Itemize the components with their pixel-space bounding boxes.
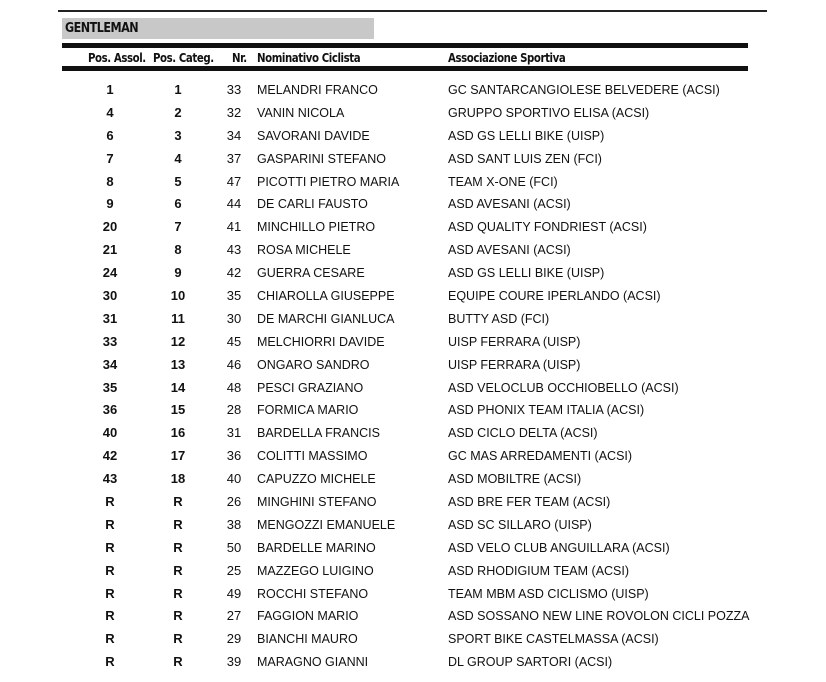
association-cell: ASD SANT LUIS ZEN (FCI) xyxy=(448,151,602,166)
nr-cell: 33 xyxy=(226,82,242,97)
nr-cell: 40 xyxy=(226,471,242,487)
pos-categ-cell: 3 xyxy=(174,127,182,143)
table-row xyxy=(0,399,826,422)
nr-cell: 31 xyxy=(226,425,242,441)
name-cell: MENGOZZI EMANUELE xyxy=(257,517,396,532)
nr-cell: 29 xyxy=(226,631,242,647)
table-row xyxy=(0,468,826,491)
name-cell: ROSA MICHELE xyxy=(257,243,351,258)
pos-categ-cell: 5 xyxy=(174,173,182,189)
pos-assol-cell: 31 xyxy=(102,310,118,326)
nr-cell: 41 xyxy=(226,219,242,235)
table-row xyxy=(0,628,826,651)
association-cell: GRUPPO SPORTIVO ELISA (ACSI) xyxy=(448,105,650,120)
nr-cell: 46 xyxy=(226,356,242,372)
pos-assol-cell: 30 xyxy=(102,288,118,304)
pos-categ-cell: R xyxy=(173,494,183,510)
name-cell: BARDELLE MARINO xyxy=(257,540,376,555)
table-row xyxy=(0,605,826,628)
name-cell: CHIAROLLA GIUSEPPE xyxy=(257,289,395,304)
nr-cell: 50 xyxy=(226,539,242,555)
table-row xyxy=(0,239,826,262)
nr-cell: 42 xyxy=(226,265,242,281)
header-nr: Nr. xyxy=(232,51,247,65)
table-row xyxy=(0,354,826,377)
pos-assol-cell: R xyxy=(105,631,115,647)
pos-categ-cell: R xyxy=(173,562,183,578)
table-row xyxy=(0,148,826,171)
association-cell: ASD GS LELLI BIKE (UISP) xyxy=(448,128,605,143)
association-cell: BUTTY ASD (FCI) xyxy=(448,311,550,326)
association-cell: ASD SOSSANO NEW LINE ROVOLON CICLI POZZA xyxy=(448,609,750,624)
association-cell: ASD RHODIGIUM TEAM (ACSI) xyxy=(448,563,630,578)
pos-assol-cell: 42 xyxy=(102,448,118,464)
pos-categ-cell: 14 xyxy=(170,379,186,395)
pos-assol-cell: R xyxy=(105,562,115,578)
table-row xyxy=(0,308,826,331)
header-bottom-rule xyxy=(62,66,748,71)
nr-cell: 43 xyxy=(226,242,242,258)
name-cell: GASPARINI STEFANO xyxy=(257,151,386,166)
name-cell: GUERRA CESARE xyxy=(257,266,365,281)
pos-assol-cell: R xyxy=(105,516,115,532)
pos-assol-cell: 33 xyxy=(102,333,118,349)
pos-categ-cell: 12 xyxy=(170,333,186,349)
pos-assol-cell: 35 xyxy=(102,379,118,395)
pos-assol-cell: 4 xyxy=(106,104,114,120)
association-cell: ASD VELO CLUB ANGUILLARA (ACSI) xyxy=(448,540,670,555)
table-row xyxy=(0,537,826,560)
pos-categ-cell: 13 xyxy=(170,356,186,372)
association-cell: ASD QUALITY FONDRIEST (ACSI) xyxy=(448,220,647,235)
pos-assol-cell: 43 xyxy=(102,471,118,487)
table-row xyxy=(0,491,826,514)
association-cell: ASD MOBILTRE (ACSI) xyxy=(448,472,582,487)
pos-categ-cell: R xyxy=(173,631,183,647)
nr-cell: 38 xyxy=(226,516,242,532)
table-row xyxy=(0,171,826,194)
pos-assol-cell: R xyxy=(105,585,115,601)
pos-categ-cell: 9 xyxy=(174,265,182,281)
header-associazione: Associazione Sportiva xyxy=(448,51,566,65)
table-row xyxy=(0,125,826,148)
name-cell: MELANDRI FRANCO xyxy=(257,83,378,97)
association-cell: GC SANTARCANGIOLESE BELVEDERE (ACSI) xyxy=(448,83,720,97)
name-cell: DE MARCHI GIANLUCA xyxy=(257,311,395,326)
name-cell: MINCHILLO PIETRO xyxy=(257,220,376,235)
nr-cell: 45 xyxy=(226,333,242,349)
nr-cell: 28 xyxy=(226,402,242,418)
association-cell: ASD CICLO DELTA (ACSI) xyxy=(448,426,598,441)
table-row xyxy=(0,102,826,125)
table-row xyxy=(0,262,826,285)
pos-categ-cell: 17 xyxy=(170,448,186,464)
header-pos-categ: Pos. Categ. xyxy=(153,51,214,65)
pos-categ-cell: 11 xyxy=(171,310,185,326)
category-banner xyxy=(62,18,374,39)
name-cell: COLITTI MASSIMO xyxy=(257,449,368,464)
pos-categ-cell: 16 xyxy=(170,425,186,441)
nr-cell: 30 xyxy=(226,310,242,326)
name-cell: BIANCHI MAURO xyxy=(257,632,358,647)
association-cell: SPORT BIKE CASTELMASSA (ACSI) xyxy=(448,632,659,647)
name-cell: MARAGNO GIANNI xyxy=(257,655,369,670)
nr-cell: 39 xyxy=(226,654,242,670)
association-cell: UISP FERRARA (UISP) xyxy=(448,357,581,372)
name-cell: PICOTTI PIETRO MARIA xyxy=(257,174,400,189)
name-cell: VANIN NICOLA xyxy=(257,105,345,120)
nr-cell: 36 xyxy=(226,448,242,464)
category-title: GENTLEMAN xyxy=(65,21,139,36)
table-row xyxy=(0,331,826,354)
association-cell: ASD SC SILLARO (UISP) xyxy=(448,517,592,532)
nr-cell: 35 xyxy=(226,288,242,304)
pos-categ-cell: 1 xyxy=(174,82,182,97)
pos-assol-cell: R xyxy=(105,539,115,555)
association-cell: ASD PHONIX TEAM ITALIA (ACSI) xyxy=(448,403,645,418)
header-pos-assol: Pos. Assol. xyxy=(88,51,146,65)
name-cell: MAZZEGO LUIGINO xyxy=(257,563,374,578)
name-cell: ONGARO SANDRO xyxy=(257,357,370,372)
name-cell: MINGHINI STEFANO xyxy=(257,495,377,510)
nr-cell: 26 xyxy=(226,494,242,510)
table-row xyxy=(0,422,826,445)
name-cell: MELCHIORRI DAVIDE xyxy=(257,334,385,349)
association-cell: ASD AVESANI (ACSI) xyxy=(448,243,571,258)
pos-categ-cell: 15 xyxy=(170,402,186,418)
pos-assol-cell: 7 xyxy=(106,150,114,166)
table-row xyxy=(0,285,826,308)
pos-assol-cell: R xyxy=(105,608,115,624)
table-row xyxy=(0,377,826,400)
association-cell: GC MAS ARREDAMENTI (ACSI) xyxy=(448,449,633,464)
pos-assol-cell: 20 xyxy=(102,219,118,235)
name-cell: FORMICA MARIO xyxy=(257,403,359,418)
association-cell: ASD BRE FER TEAM (ACSI) xyxy=(448,495,611,510)
pos-assol-cell: 8 xyxy=(106,173,114,189)
pos-assol-cell: 34 xyxy=(102,356,118,372)
table-row xyxy=(0,560,826,583)
association-cell: EQUIPE COURE IPERLANDO (ACSI) xyxy=(448,289,661,304)
name-cell: PESCI GRAZIANO xyxy=(257,380,364,395)
pos-categ-cell: 7 xyxy=(174,219,182,235)
association-cell: ASD GS LELLI BIKE (UISP) xyxy=(448,266,605,281)
name-cell: CAPUZZO MICHELE xyxy=(257,472,376,487)
pos-assol-cell: 9 xyxy=(106,196,114,212)
nr-cell: 27 xyxy=(226,608,242,624)
nr-cell: 32 xyxy=(226,104,242,120)
nr-cell: 34 xyxy=(226,127,242,143)
table-row xyxy=(0,79,826,102)
pos-assol-cell: 36 xyxy=(102,402,118,418)
table-row xyxy=(0,445,826,468)
table-row xyxy=(0,514,826,537)
pos-assol-cell: 1 xyxy=(106,82,114,97)
nr-cell: 37 xyxy=(226,150,242,166)
name-cell: FAGGION MARIO xyxy=(257,609,359,624)
header-top-rule xyxy=(62,43,748,48)
pos-categ-cell: R xyxy=(173,516,183,532)
table-row xyxy=(0,216,826,239)
pos-categ-cell: 2 xyxy=(174,104,182,120)
pos-assol-cell: R xyxy=(105,654,115,670)
table-row xyxy=(0,651,826,674)
pos-categ-cell: R xyxy=(173,585,183,601)
pos-categ-cell: R xyxy=(173,539,183,555)
pos-assol-cell: R xyxy=(105,494,115,510)
pos-assol-cell: 40 xyxy=(102,425,118,441)
nr-cell: 44 xyxy=(226,196,242,212)
pos-categ-cell: R xyxy=(173,654,183,670)
pos-categ-cell: 4 xyxy=(174,150,182,166)
pos-categ-cell: 8 xyxy=(174,242,182,258)
pos-categ-cell: 10 xyxy=(170,288,186,304)
nr-cell: 48 xyxy=(226,379,242,395)
pos-assol-cell: 21 xyxy=(102,242,118,258)
association-cell: TEAM MBM ASD CICLISMO (UISP) xyxy=(448,586,649,601)
table-row xyxy=(0,193,826,216)
results-table-body xyxy=(0,79,826,674)
nr-cell: 47 xyxy=(226,173,242,189)
name-cell: DE CARLI FAUSTO xyxy=(257,197,368,212)
table-header xyxy=(0,51,826,66)
name-cell: SAVORANI DAVIDE xyxy=(257,128,370,143)
pos-assol-cell: 24 xyxy=(102,265,118,281)
association-cell: TEAM X-ONE (FCI) xyxy=(448,174,558,189)
pos-assol-cell: 6 xyxy=(106,127,114,143)
header-nominativo: Nominativo Ciclista xyxy=(257,51,361,65)
nr-cell: 49 xyxy=(226,585,242,601)
association-cell: ASD VELOCLUB OCCHIOBELLO (ACSI) xyxy=(448,380,679,395)
association-cell: DL GROUP SARTORI (ACSI) xyxy=(448,655,613,670)
pos-categ-cell: R xyxy=(173,608,183,624)
pos-categ-cell: 6 xyxy=(174,196,182,212)
name-cell: BARDELLA FRANCIS xyxy=(257,426,380,441)
name-cell: ROCCHI STEFANO xyxy=(257,586,369,601)
association-cell: ASD AVESANI (ACSI) xyxy=(448,197,571,212)
association-cell: UISP FERRARA (UISP) xyxy=(448,334,581,349)
table-row xyxy=(0,583,826,606)
top-rule xyxy=(58,10,767,12)
pos-categ-cell: 18 xyxy=(170,471,186,487)
nr-cell: 25 xyxy=(226,562,242,578)
